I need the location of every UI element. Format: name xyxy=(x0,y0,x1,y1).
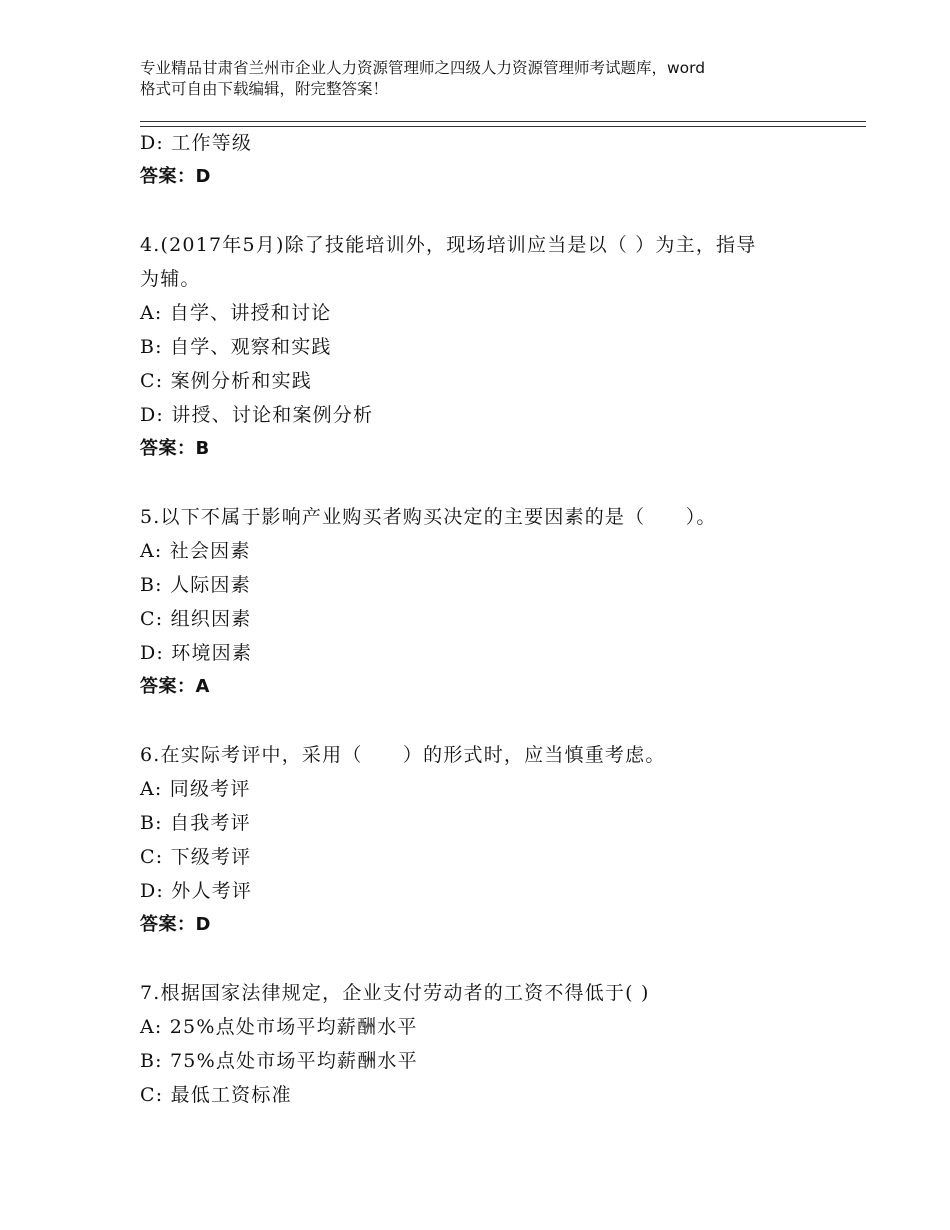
question-6-option-c: C: 下级考评 xyxy=(140,846,252,868)
question-6-option-d: D: 外人考评 xyxy=(140,880,253,902)
question-4-option-c: C: 案例分析和实践 xyxy=(140,370,312,392)
question-6-option-b: B: 自我考评 xyxy=(140,812,251,834)
question-6 xyxy=(140,738,830,942)
document-header xyxy=(140,58,830,100)
question-5-option-b: B: 人际因素 xyxy=(140,574,251,596)
question-7-option-a: A: 25%点处市场平均薪酬水平 xyxy=(140,1016,418,1038)
header-title-line-2: 格式可自由下载编辑，附完整答案！ xyxy=(140,80,389,98)
question-4-answer: 答案：B xyxy=(140,438,210,459)
spacer xyxy=(140,194,830,228)
question-5-option-d: D: 环境因素 xyxy=(140,642,253,664)
question-5-stem: 5.以下不属于影响产业购买者购买决定的主要因素的是（ ）。 xyxy=(140,506,717,528)
spacer xyxy=(140,704,830,738)
prev-option-d: D: 工作等级 xyxy=(140,132,253,154)
question-5 xyxy=(140,500,830,704)
question-5-answer: 答案：A xyxy=(140,676,210,697)
question-6-answer: 答案：D xyxy=(140,914,211,935)
question-7-stem: 7.根据国家法律规定，企业支付劳动者的工资不得低于( ) xyxy=(140,982,650,1004)
header-title-line-1: 专业精品甘肃省兰州市企业人力资源管理师之四级人力资源管理师考试题库，word xyxy=(140,59,706,77)
question-7 xyxy=(140,976,830,1112)
question-4-stem-line-2: 为辅。 xyxy=(140,268,201,290)
question-content xyxy=(140,126,830,1112)
question-4-option-b: B: 自学、观察和实践 xyxy=(140,336,332,358)
spacer xyxy=(140,942,830,976)
prev-answer: 答案：D xyxy=(140,166,211,187)
question-4-option-d: D: 讲授、讨论和案例分析 xyxy=(140,404,374,426)
question-7-option-c: C: 最低工资标准 xyxy=(140,1084,292,1106)
question-7-option-b: B: 75%点处市场平均薪酬水平 xyxy=(140,1050,418,1072)
question-5-option-c: C: 组织因素 xyxy=(140,608,252,630)
question-6-stem: 6.在实际考评中，采用（ ）的形式时，应当慎重考虑。 xyxy=(140,744,666,766)
question-4-stem-line-1: 4.(2017年5月)除了技能培训外，现场培训应当是以（ ）为主，指导 xyxy=(140,234,757,256)
question-4-option-a: A: 自学、讲授和讨论 xyxy=(140,302,332,324)
question-6-option-a: A: 同级考评 xyxy=(140,778,251,800)
question-4 xyxy=(140,228,830,466)
spacer xyxy=(140,466,830,500)
question-5-option-a: A: 社会因素 xyxy=(140,540,251,562)
